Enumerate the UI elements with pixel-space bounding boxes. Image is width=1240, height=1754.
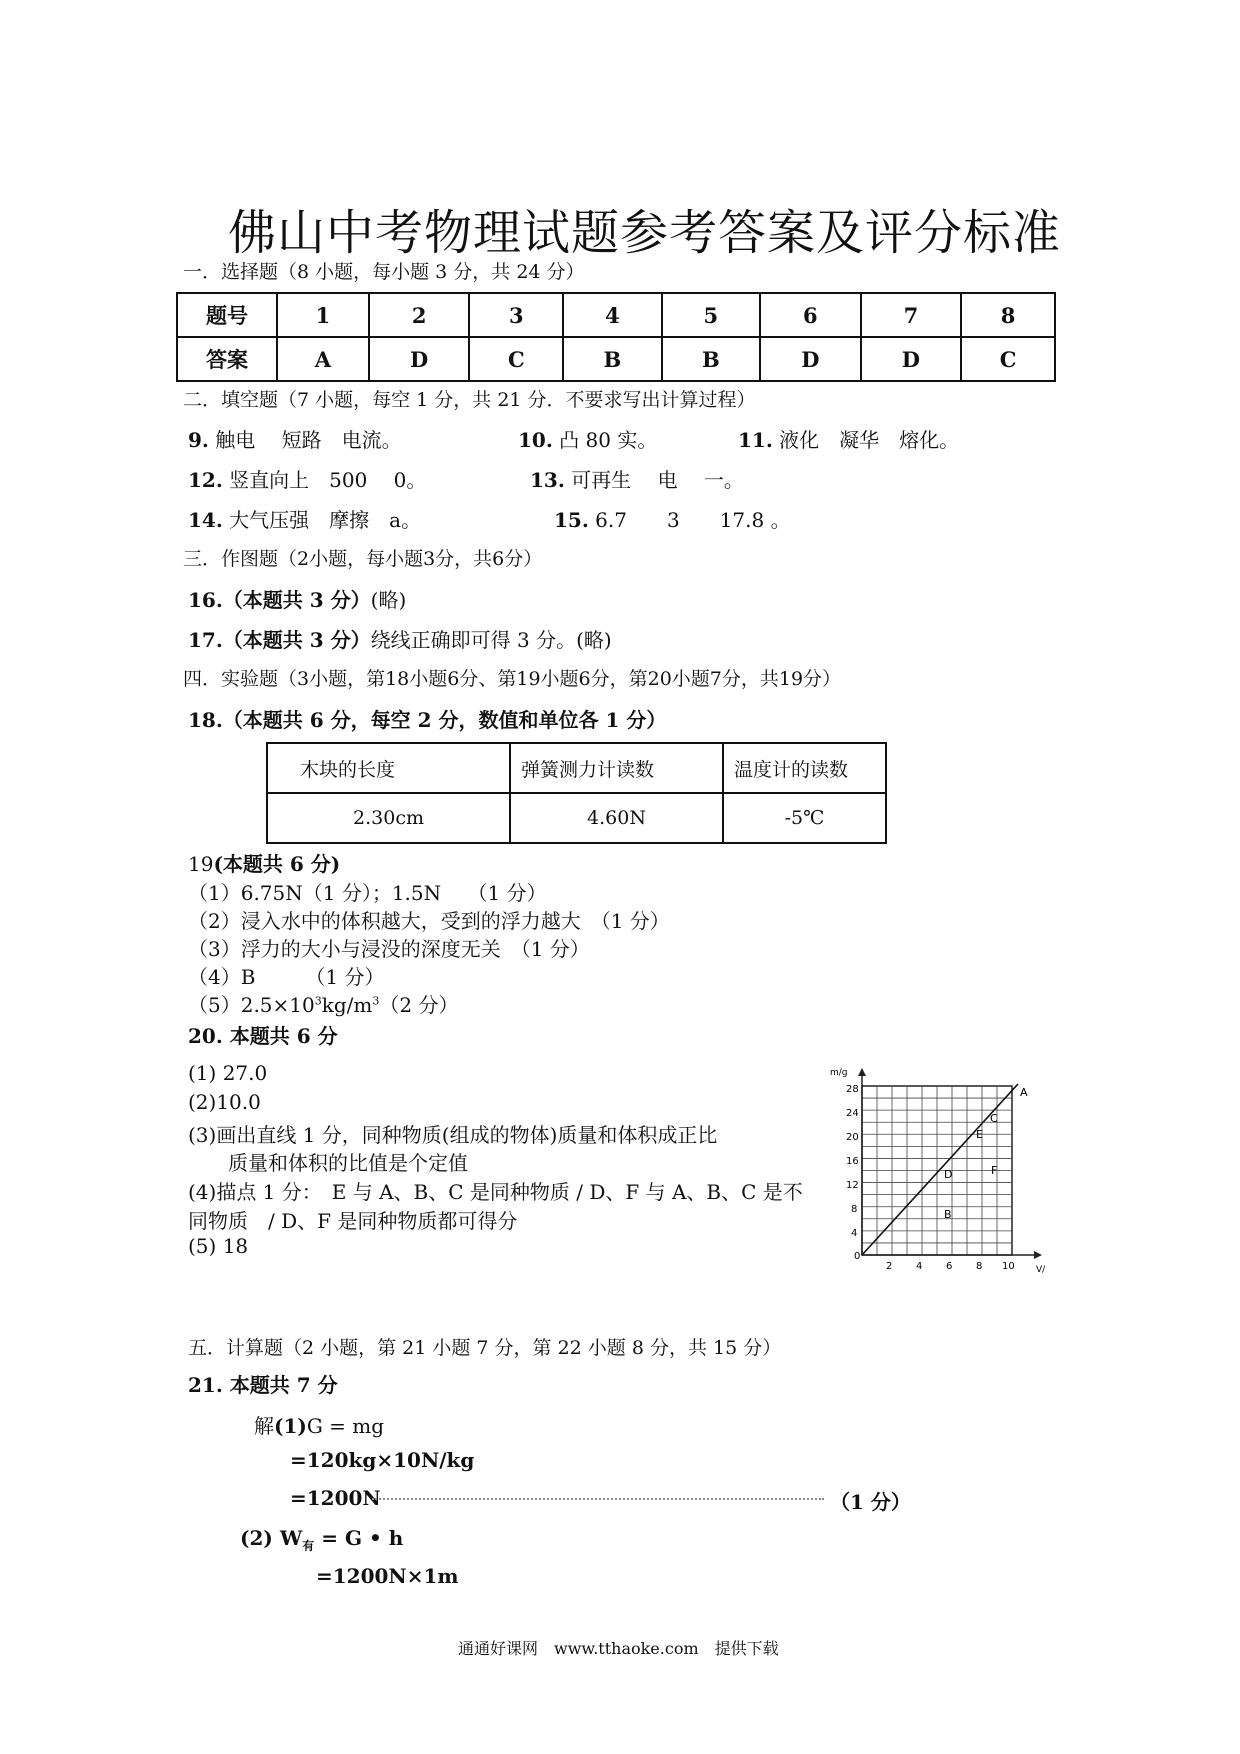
answer-q12	[188, 464, 426, 493]
section4-heading: 四．实验题（3小题，第18小题6分、第19小题6分，第20小题7分，共19分）	[183, 668, 842, 690]
question-no: 19	[188, 852, 214, 876]
section2-heading: 二．填空题（7 小题，每空 1 分，共 21 分．不要求写出计算过程）	[183, 389, 756, 411]
answer-cell: C	[469, 337, 563, 381]
q20-line: (1) 27.0	[188, 1061, 268, 1085]
answer-q10	[518, 424, 657, 453]
question-no: 11.	[738, 428, 773, 452]
x-axis-arrow-icon	[1034, 1251, 1042, 1259]
question-number: 8	[961, 293, 1055, 337]
q21-step2	[240, 1526, 403, 1554]
table-row	[267, 793, 886, 843]
q21-head: 21. 本题共 7 分	[188, 1373, 338, 1397]
answer-q17	[188, 624, 612, 653]
answer-q16	[188, 584, 406, 613]
q20-line: (2)10.0	[188, 1090, 261, 1114]
section1-heading: 一．选择题（8 小题，每小题 3 分，共 24 分）	[183, 261, 585, 283]
graph-y-label: m/g	[830, 1068, 848, 1078]
q18-head: 18.（本题共 6 分，每空 2 分，数值和单位各 1 分）	[188, 708, 667, 732]
y-tick-label: 16	[846, 1156, 859, 1167]
answer-text: 触电 短路 电流。	[215, 428, 402, 452]
superscript: 3	[372, 994, 380, 1008]
point-label-d: D	[944, 1168, 953, 1181]
answer-q14	[188, 504, 421, 533]
section5-heading: 五．计算题（2 小题，第 21 小题 7 分，第 22 小题 8 分，共 15 分）	[188, 1337, 782, 1359]
step-formula: = G • h	[314, 1526, 404, 1550]
q21-step1c: =1200N	[290, 1486, 381, 1510]
question-no: 9.	[188, 428, 209, 452]
step-label: (2)	[240, 1526, 273, 1550]
q19-line5-a: （5）2.5×10	[188, 993, 315, 1017]
graph-x-label: V/	[1036, 1265, 1046, 1275]
q20-line: (4)描点 1 分： E 与 A、B、C 是同种物质 / D、F 与 A、B、C 是不	[188, 1180, 803, 1204]
q20-line: 同物质 / D、F 是同种物质都可得分	[188, 1209, 518, 1233]
y-tick-label: 12	[846, 1180, 859, 1191]
answer-text: 大气压强 摩擦 a。	[229, 508, 422, 532]
answer-cell: B	[662, 337, 760, 381]
work-subscript: 有	[302, 1539, 315, 1553]
answer-q13	[530, 464, 744, 493]
q20-line: 质量和体积的比值是个定值	[188, 1151, 468, 1175]
y-tick-label: 28	[846, 1084, 859, 1095]
table-row-numbers	[177, 293, 1055, 337]
row-header-number: 题号	[177, 293, 277, 337]
q20-head: 20. 本题共 6 分	[188, 1024, 338, 1048]
table-cell: 4.60N	[510, 793, 723, 843]
answer-cell: C	[961, 337, 1055, 381]
y-tick-label: 4	[851, 1228, 858, 1239]
table-cell: 2.30cm	[267, 793, 510, 843]
page-title: 佛山中考物理试题参考答案及评分标准	[228, 205, 1062, 261]
q19-line: （2）浸入水中的体积越大，受到的浮力越大 （1 分）	[188, 909, 670, 933]
answer-text: 绕线正确即可得 3 分。(略)	[370, 628, 612, 652]
y-tick-label: 20	[846, 1132, 859, 1143]
y-tick-label: 24	[846, 1108, 859, 1119]
answer-cell: A	[277, 337, 369, 381]
table-row-answers	[177, 337, 1055, 381]
solve-prefix: 解	[254, 1414, 274, 1438]
q19-line: （1）6.75N（1 分）；1.5N （1 分）	[188, 881, 547, 905]
question-number: 5	[662, 293, 760, 337]
q19-line5-b: kg/m	[321, 993, 373, 1017]
section3-heading: 三．作图题（2小题，每小题3分，共6分）	[183, 548, 543, 570]
question-no: 14.	[188, 508, 223, 532]
q21-step1b: =120kg×10N/kg	[290, 1448, 475, 1472]
table-row	[267, 743, 886, 793]
y-axis-arrow-icon	[858, 1068, 866, 1076]
choice-answer-table	[176, 292, 1056, 382]
answer-cell: B	[563, 337, 661, 381]
answer-text: 液化 凝华 熔化。	[779, 428, 960, 452]
x-tick-label: 6	[946, 1261, 953, 1272]
answer-q15	[554, 504, 791, 533]
question-head: 16.（本题共 3 分）	[188, 588, 371, 612]
row-header-answer: 答案	[177, 337, 277, 381]
table-header: 木块的长度	[267, 743, 510, 793]
question-head: (本题共 6 分)	[213, 852, 341, 876]
q19-line: （3）浮力的大小与浸没的深度无关 （1 分）	[188, 937, 590, 961]
answer-cell: D	[861, 337, 962, 381]
question-head: 17.（本题共 3 分）	[188, 628, 371, 652]
page-footer: 通通好课网 www.tthaoke.com 提供下载	[458, 1639, 779, 1658]
y-tick-label: 8	[851, 1204, 858, 1215]
question-number: 7	[861, 293, 962, 337]
question-number: 1	[277, 293, 369, 337]
point-label-f: F	[991, 1164, 998, 1177]
x-tick-label: 8	[976, 1261, 983, 1272]
q20-line: (3)画出直线 1 分，同种物质(组成的物体)质量和体积成正比	[188, 1123, 718, 1147]
x-tick-label: 4	[916, 1261, 923, 1272]
q20-line: (5) 18	[188, 1234, 249, 1258]
step-formula: G = mg	[306, 1414, 385, 1438]
answer-text: 凸 80 实。	[559, 428, 658, 452]
question-number: 4	[563, 293, 661, 337]
question-no: 15.	[554, 508, 589, 532]
question-no: 13.	[530, 468, 565, 492]
point-label-b: B	[944, 1208, 952, 1221]
answer-q9	[188, 424, 402, 453]
answer-cell: D	[760, 337, 861, 381]
question-no: 12.	[188, 468, 223, 492]
point-label-a: A	[1020, 1086, 1028, 1099]
q18-table	[266, 742, 887, 844]
work-symbol: W	[279, 1526, 303, 1550]
q21-step1-score: （1 分）	[830, 1490, 911, 1514]
answer-text: 竖直向上 500 0。	[229, 468, 427, 492]
question-number: 3	[469, 293, 563, 337]
table-header: 弹簧测力计读数	[510, 743, 723, 793]
question-number: 2	[369, 293, 470, 337]
answer-text: (略)	[370, 588, 407, 612]
table-header: 温度计的读数	[723, 743, 886, 793]
answer-text: 6.7 3 17.8 。	[595, 508, 791, 532]
table-cell: -5℃	[723, 793, 886, 843]
mass-volume-graph	[826, 1066, 1056, 1278]
q21-step2b: =1200N×1m	[316, 1564, 459, 1588]
q19-head	[188, 848, 340, 877]
answer-q11	[738, 424, 959, 453]
superscript: 3	[314, 994, 322, 1008]
answer-text: 可再生 电 一。	[571, 468, 744, 492]
point-label-c: C	[990, 1112, 998, 1125]
q19-line: （4）B （1 分）	[188, 965, 385, 989]
question-number: 6	[760, 293, 861, 337]
x-tick-label: 10	[1002, 1261, 1015, 1272]
answer-cell: D	[369, 337, 470, 381]
q21-step1	[254, 1410, 384, 1439]
y-tick-label: 0	[854, 1251, 861, 1262]
dotted-leader	[372, 1498, 824, 1500]
q19-line5-c: （2 分）	[379, 993, 459, 1017]
step-label: (1)	[274, 1414, 307, 1438]
question-no: 10.	[518, 428, 553, 452]
x-tick-label: 2	[886, 1261, 893, 1272]
q19-line-5	[188, 989, 458, 1018]
point-label-e: E	[976, 1128, 983, 1141]
